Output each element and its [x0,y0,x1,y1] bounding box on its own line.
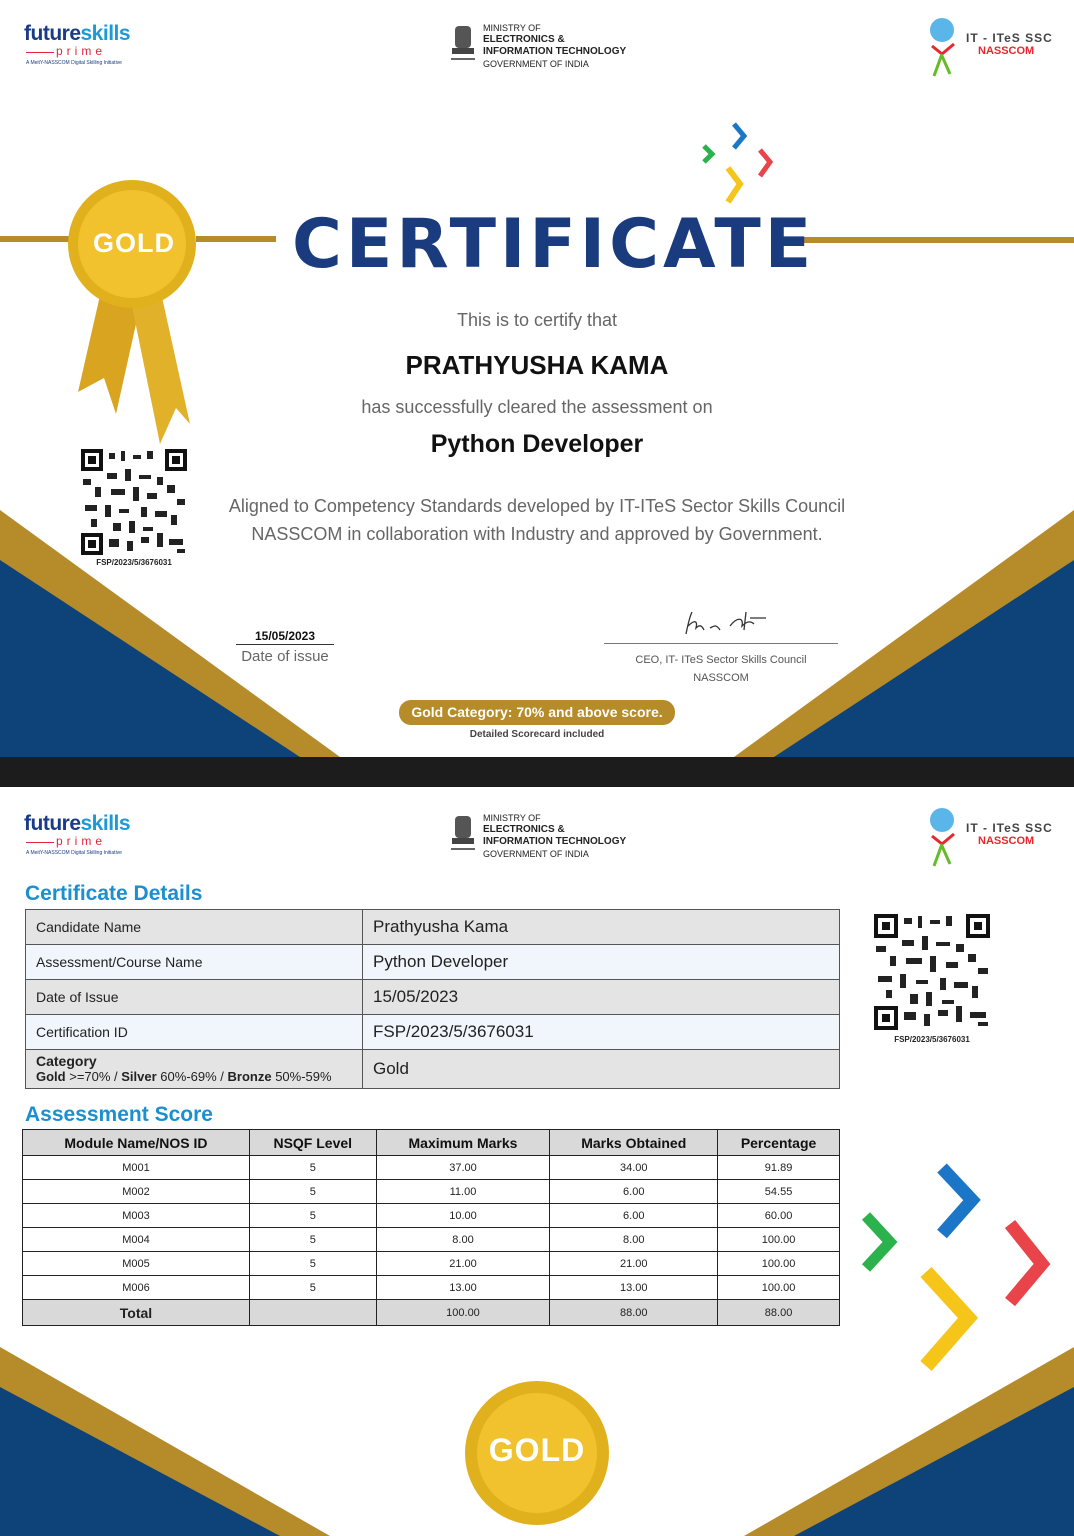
gold-category-badge: Gold Category: 70% and above score. [399,700,675,725]
issue-date: 15/05/2023 [236,629,334,645]
category-cell: Category Gold >=70% / Silver 60%-69% / Bronze 50%-59% [26,1050,363,1089]
certificate-page: futureskills prime A MeitY-NASSCOM Digital Skilling Initiative MINISTRY OF ELECTRONICS & INFORMATION TECHNOLOGY GOVERNMENT OF INDIA IT - ITeS SSC NASSCOM GOLD CERTIFICATE This is to certify that PRATHYUSHA KAMA has successfully cleared the assessment on Python Developer Aligned to Competency Standards developed by IT-ITeS Sector Skills Council NASSCOM in collaboration with Industry and approved by Government. FSP/2023/5/3676031 15/05/2023 Date of issue CEO, IT- ITeS Sector Skills Council NASSCOM Gold Category: 70% and above score. Detailed Scorecard included [0,0,1074,757]
national-emblem-icon [449,22,477,66]
signatory-title: CEO, IT- ITeS Sector Skills Council NASSCOM [635,654,807,684]
table-row: M005 5 21.00 21.00 100.00 [23,1252,840,1276]
issue-date-label: Date of issue [241,648,329,665]
certify-text: This is to certify that [456,310,618,330]
aligned-statement: Aligned to Competency Standards developed by IT-ITeS Sector Skills Council NASSCOM in collaboration with Industry and approved by Government. [228,496,846,544]
course-name: Python Developer [430,430,644,458]
qr-code-icon[interactable] [81,449,187,555]
qr-id-text-2: FSP/2023/5/3676031 [894,1035,970,1044]
globe-person-icon [926,806,960,868]
signature-line [604,643,838,644]
scorecard-note: Detailed Scorecard included [469,729,605,740]
table-header-row: Module Name/NOS ID NSQF Level Maximum Marks Marks Obtained Percentage [23,1130,840,1156]
certificate-details-table [25,909,840,1089]
total-row: Total 100.00 88.00 88.00 [23,1300,840,1326]
arrows-decoration-icon-2 [858,1160,1058,1375]
certificate-title: CERTIFICATE [292,205,816,284]
national-emblem-icon [449,812,477,856]
table-row: M002 5 11.00 6.00 54.55 [23,1180,840,1204]
signature-icon [680,608,770,640]
certificate-details-heading: Certificate Details [25,882,203,905]
candidate-name: PRATHYUSHA KAMA [405,350,669,380]
gold-badge-text-2: GOLD [488,1432,586,1468]
table-row: M003 5 10.00 6.00 60.00 [23,1204,840,1228]
table-row: Certification ID FSP/2023/5/3676031 [26,1015,840,1050]
gold-seal-icon [64,178,200,448]
table-row: Category Gold >=70% / Silver 60%-69% / Bronze 50%-59% Gold [26,1050,840,1089]
table-row: Assessment/Course Name Python Developer [26,945,840,980]
arrows-decoration-icon [700,120,780,210]
table-row: M006 5 13.00 13.00 100.00 [23,1276,840,1300]
scorecard-header: futureskills prime A MeitY-NASSCOM Digital Skilling Initiative MINISTRY OF ELECTRONICS & INFORMATION TECHNOLOGY GOVERNMENT OF INDIA IT - ITeS SSC NASSCOM [0,790,1074,870]
cleared-text: has successfully cleared the assessment on [361,397,713,417]
qr-id-text: FSP/2023/5/3676031 [96,558,172,567]
assessment-score-table [22,1129,840,1326]
table-row: Candidate Name Prathyusha Kama [26,910,840,945]
gold-badge-text: GOLD [93,228,175,258]
qr-code-icon-2[interactable] [874,914,990,1030]
table-row: M004 5 8.00 8.00 100.00 [23,1228,840,1252]
assessment-score-heading: Assessment Score [25,1103,213,1126]
table-row: Date of Issue 15/05/2023 [26,980,840,1015]
globe-person-icon [926,16,960,78]
table-row: M001 5 37.00 34.00 91.89 [23,1156,840,1180]
